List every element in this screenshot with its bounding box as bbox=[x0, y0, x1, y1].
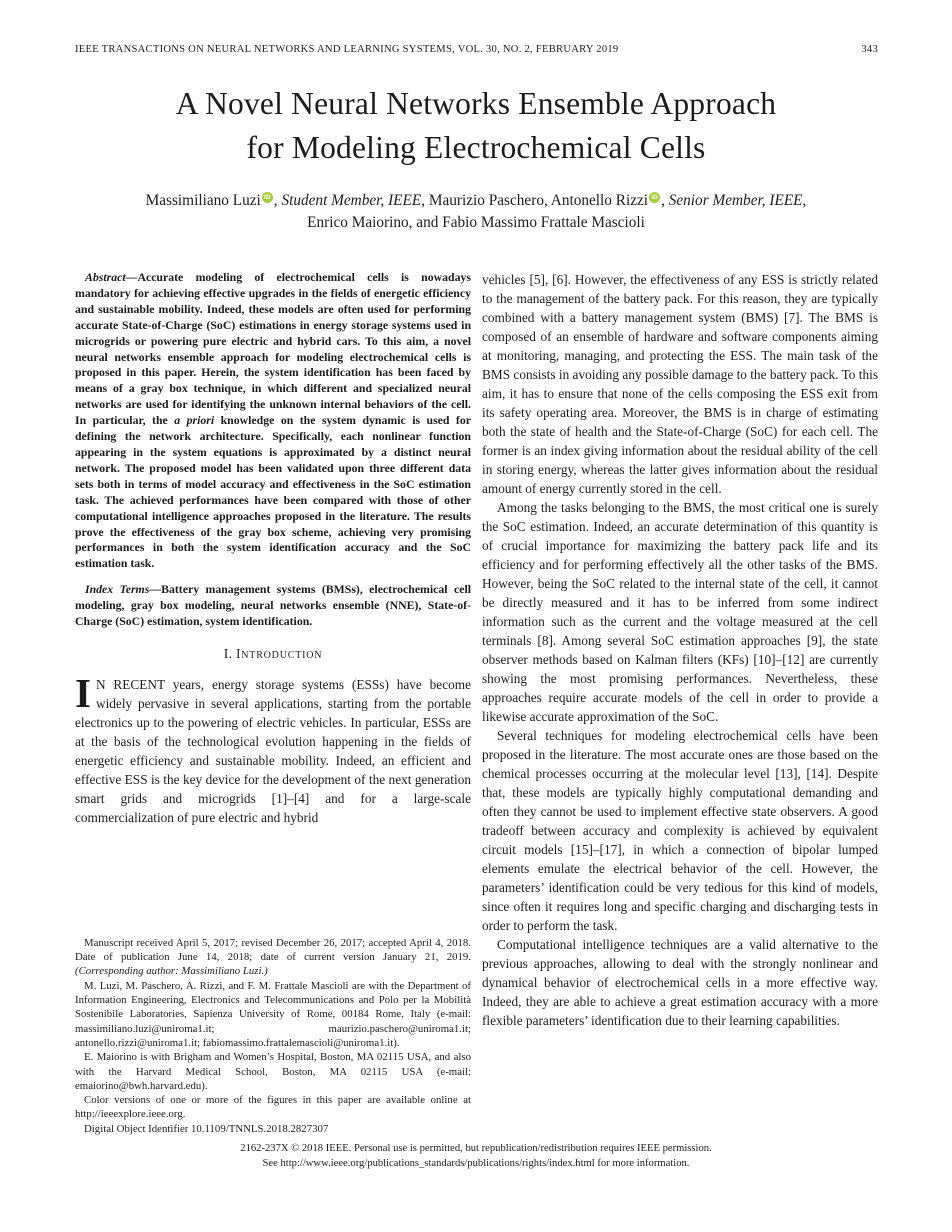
index-terms-label: Index Terms— bbox=[85, 582, 162, 597]
intro-paragraph-1-text: years, energy storage systems (ESSs) have become widely pervasive in several applications, starting from the portable electronics up to the powering of electric vehicles. In particular, ESSs are at the basis of the technological evolution happening in the fields of energetic efficiency and sustainable mobility. Indeed, an efficient and effective ESS is the key device for the development of the next generation smart grids and microgrids [1]–[4] and for a large-scale commercialization of pure electric and hybrid bbox=[75, 676, 471, 825]
intro-paragraph-4: Computational intelligence techniques are a valid alternative to the previous approaches, allowing to deal with the strongly nonlinear and dynamical behavior of electrochemical cells in a more effective way. Indeed, they are able to achieve a great estimation accuracy with a more flexible parameters’ identification due to their learning capabilities. bbox=[482, 937, 878, 1028]
section-title: Introduction bbox=[235, 645, 323, 661]
author-role-senior-member: Senior Member, IEEE bbox=[668, 192, 803, 209]
footnote-affiliation-sapienza: M. Luzi, M. Paschero, A. Rizzi, and F. M. Frattale Mascioli are with the Department of Information Engineering, Electronics and Telecommunications and Polo per la Mobilità Sostenibile Laboratories, Sapienza University of Rome, 00184 Rome, Italy (e-mail: massimiliano.luzi@uniroma1.it; maurizio.paschero@uniroma1.it; antonello.rizzi@uniroma1.it; fabiomassimo.frattalemascioli@uniroma1.it). bbox=[75, 979, 471, 1049]
index-terms-text: Battery management systems (BMSs), electrochemical cell modeling, gray box modeling, neural networks ensemble (NNE), State-of-Charge (SoC) estimation, system identification. bbox=[75, 582, 471, 629]
footnote-doi: Digital Object Identifier 10.1109/TNNLS.2018.2827307 bbox=[84, 1122, 329, 1135]
abstract-label: Abstract— bbox=[85, 270, 138, 284]
paper-title-line1: A Novel Neural Networks Ensemble Approach bbox=[175, 86, 777, 121]
abstract-italic-term: a priori bbox=[174, 413, 215, 428]
paper-title-line2: for Modeling Electrochemical Cells bbox=[246, 130, 706, 165]
copyright-line2: See http://www.ieee.org/publications_standards/publications/rights/index.html for more information. bbox=[262, 1158, 690, 1169]
author-names-mid: , Maurizio Paschero, Antonello Rizzi bbox=[421, 192, 649, 209]
drop-cap: I bbox=[75, 669, 91, 716]
paper-title bbox=[0, 82, 952, 170]
footnote-affiliation-maiorino: E. Maiorino is with Brigham and Women’s Hospital, Boston, MA 02115 USA, and also with the Harvard Medical School, Boston, MA 02115 USA (e-mail: emaiorino@bwh.harvard.edu). bbox=[75, 1051, 471, 1092]
journal-header-text: IEEE TRANSACTIONS ON NEURAL NETWORKS AND LEARNING SYSTEMS, VOL. 30, NO. 2, FEBRUARY 2019 bbox=[75, 44, 619, 55]
author-role-student-member: Student Member, IEEE bbox=[281, 192, 422, 209]
abstract-paragraph bbox=[75, 270, 471, 572]
intro-lead-caps: N RECENT bbox=[95, 676, 165, 692]
author-separator: , bbox=[661, 192, 669, 209]
section-number: I. bbox=[223, 645, 236, 661]
footnote-block bbox=[75, 936, 471, 1136]
copyright-footer bbox=[0, 1141, 952, 1171]
orcid-icon[interactable]: iD bbox=[649, 192, 660, 203]
footnote-manuscript-text: Manuscript received April 5, 2017; revised December 26, 2017; accepted April 4, 2018. Date of publication June 14, 2018; date of current version January 21, 2019. bbox=[75, 936, 471, 964]
right-column bbox=[482, 270, 878, 1136]
author-name-luzi: Massimiliano Luzi bbox=[145, 192, 261, 209]
two-column-body bbox=[75, 270, 878, 1136]
footnote-manuscript-history bbox=[75, 936, 471, 979]
abstract-text: Accurate modeling of electrochemical cells is nowadays mandatory for achieving effective upgrades in the fields of energetic efficiency and sustainable mobility. Indeed, these models are often used for performing accurate State-of-Charge (SoC) estimations in energy storage systems used in microgrids or powering pure electric and hybrid cars. To this aim, a novel neural networks ensemble approach for modeling electrochemical cells is proposed in this paper. Herein, the system identification has been faced by means of a gray box technique, in which different and specialized neural networks are used for identifying the unknown internal behaviors of the cell. In particular, the bbox=[75, 270, 471, 428]
intro-paragraph-1 bbox=[75, 669, 471, 827]
author-separator: , bbox=[273, 192, 282, 209]
author-line2: Enrico Maiorino, and Fabio Massimo Frattale Mascioli bbox=[307, 214, 645, 231]
author-line1 bbox=[0, 190, 952, 212]
page-number: 343 bbox=[861, 44, 878, 55]
abstract-text: knowledge on the system dynamic is used for defining the network architecture. Specifically, each nonlinear function appearing in the system equations is approximated by a distinct neural network. The proposed model has been validated upon three different data sets both in terms of model accuracy and effectiveness in the SoC estimation task. The achieved performances have been compared with those of other computational intelligence approaches proposed in the literature. The results prove the effectiveness of the gray box scheme, achieving very promising performances in both the system identification accuracy and the SoC estimation task. bbox=[75, 413, 471, 571]
footnote-corresponding-author: (Corresponding author: Massimiliano Luzi.) bbox=[75, 965, 268, 978]
intro-paragraph-1-continued: vehicles [5], [6]. However, the effectiveness of any ESS is strictly related to the management of the battery pack. For this reason, they are typically combined with a battery management system (BMS) [7]. The BMS is composed of an ensemble of hardware and software components aiming at monitoring, managing, and protecting the ESS. The main task of the BMS consists in avoiding any possible damage to the battery pack. To this aim, it has to ensure that none of the cells composing the ESS exit from its safety operating area. Moreover, the BMS is in charge of estimating both the state of health and the State-of-Charge (SoC) for each cell. The former is an index giving information about the residual ability of the cell in storing energy, whereas the latter gives information about the residual amount of energy currently stored in the cell. bbox=[482, 272, 878, 496]
section-heading-introduction bbox=[75, 646, 471, 662]
orcid-icon[interactable]: iD bbox=[262, 192, 273, 203]
intro-paragraph-3: Several techniques for modeling electrochemical cells have been proposed in the literature. The most accurate ones are those based on the chemical processes occurring at the molecular level [13], [14]. Despite that, these models are typically highly computational demanding and often they cannot be used to implement effective state observers. A good tradeoff between accuracy and complexity is achieved by equivalent circuit models [15]–[17], in which a connection of bipolar lumped elements emulate the electrical behavior of the cell. However, the parameters’ identification could be very tedious for this kind of models, since often it requires long and specific charging and discharging tests in order to perform the task. bbox=[482, 728, 878, 933]
author-separator: , bbox=[802, 192, 807, 209]
left-column bbox=[75, 270, 471, 1136]
intro-paragraph-2: Among the tasks belonging to the BMS, the most critical one is surely the SoC estimation. Indeed, an accurate determination of this quantity is of crucial importance for maximizing the battery pack life and its efficiency and for performing effectively all the other tasks of the BMS. However, being the SoC related to the internal state of the cell, it cannot be directly measured and it has to be inferred from some indirect information such as the current and the voltage measured at the cell terminals [8]. Among several SoC estimation approaches [9], the state observer methods based on Kalman filters (KFs) [10]–[12] are currently showing the most promising performances. Nevertheless, these approaches require accurate models of the cell in order to provide a likewise accurate approximation of the SoC. bbox=[482, 500, 878, 724]
index-terms-paragraph bbox=[75, 582, 471, 630]
copyright-line1: 2162-237X © 2018 IEEE. Personal use is permitted, but republication/redistribution requires IEEE permission. bbox=[240, 1143, 712, 1154]
footnote-color-versions: Color versions of one or more of the figures in this paper are available online at http://ieeexplore.ieee.org. bbox=[75, 1094, 471, 1121]
author-line bbox=[0, 190, 952, 234]
running-header bbox=[75, 44, 878, 55]
